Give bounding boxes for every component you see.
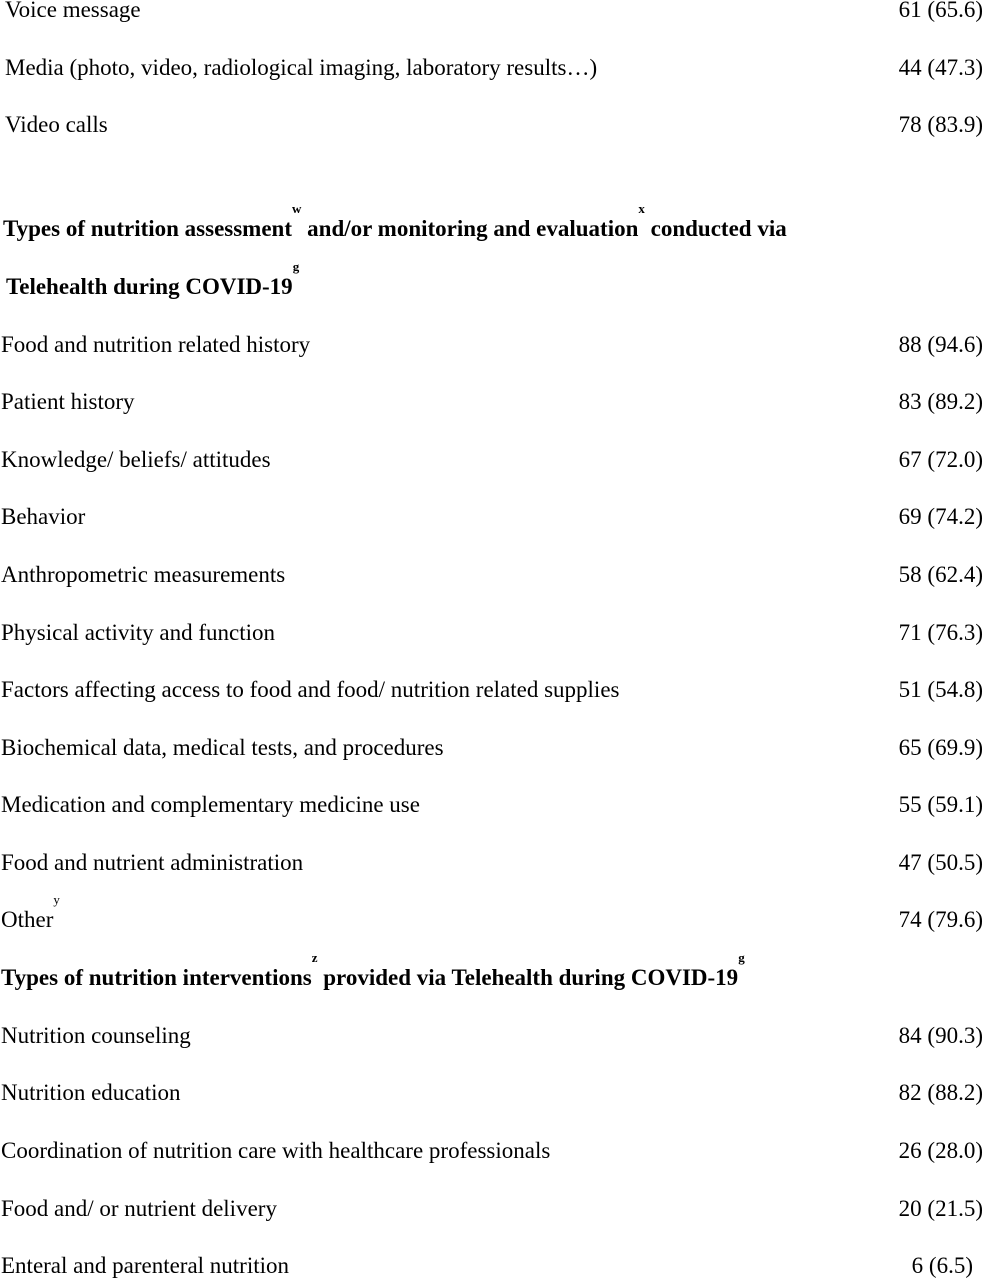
- table-row: [0, 788, 985, 822]
- table-row: [0, 731, 985, 765]
- table-row: [0, 1249, 985, 1283]
- row-label: Nutrition education: [1, 1080, 181, 1105]
- row-label: Voice message: [5, 0, 141, 22]
- row-value: 88 (94.6): [898, 332, 983, 357]
- table-row: [0, 108, 985, 142]
- row-value: 26 (28.0): [898, 1138, 983, 1163]
- row-value: 55 (59.1): [898, 792, 983, 817]
- row-label: Video calls: [5, 112, 108, 137]
- row-value: 47 (50.5): [898, 850, 983, 875]
- row-label: Media (photo, video, radiological imaging, laboratory results…): [5, 55, 598, 80]
- row-label: Enteral and parenteral nutrition: [1, 1253, 290, 1278]
- row-value: 65 (69.9): [898, 735, 983, 760]
- table-row: [0, 616, 985, 650]
- row-label: Anthropometric measurements: [1, 562, 286, 587]
- row-label: Coordination of nutrition care with healthcare professionals: [1, 1138, 551, 1163]
- table-row: [0, 1134, 985, 1168]
- row-value: 58 (62.4): [898, 562, 983, 587]
- row-label: Other: [1, 907, 54, 932]
- table-row: [0, 558, 985, 592]
- row-value: 67 (72.0): [898, 447, 983, 472]
- section-header-assessment: [0, 201, 985, 246]
- table-row: [0, 385, 985, 419]
- footnote-marker: x: [638, 201, 645, 216]
- table-row: [0, 673, 985, 707]
- table-row: [0, 51, 985, 85]
- header-text: conducted via: [644, 216, 787, 241]
- row-label: Behavior: [1, 504, 86, 529]
- footnote-marker: g: [292, 259, 300, 274]
- row-value: 84 (90.3): [898, 1023, 983, 1048]
- table-row: [0, 892, 985, 937]
- row-label: Factors affecting access to food and food/ nutrition related supplies: [1, 677, 620, 702]
- row-value: 74 (79.6): [898, 907, 983, 932]
- table-row: [0, 328, 985, 362]
- header-text: Types of nutrition interventions: [1, 965, 312, 990]
- row-label: Nutrition counseling: [1, 1023, 191, 1048]
- table-row: [0, 443, 985, 477]
- row-label: Medication and complementary medicine use: [1, 792, 420, 817]
- header-text: provided via Telehealth during COVID-19: [317, 965, 739, 990]
- section-header-interventions: [0, 950, 985, 995]
- section-header-assessment-line2: [0, 259, 985, 304]
- header-text: Types of nutrition assessment: [3, 216, 293, 241]
- table-row: [0, 846, 985, 880]
- row-value: 51 (54.8): [898, 677, 983, 702]
- table-row: [0, 500, 985, 534]
- row-label: Food and/ or nutrient delivery: [1, 1196, 277, 1221]
- row-value: 69 (74.2): [898, 504, 983, 529]
- table-row: [0, 1019, 985, 1053]
- row-label: Patient history: [1, 389, 135, 414]
- footnote-marker: g: [738, 950, 745, 965]
- row-label: Biochemical data, medical tests, and procedures: [1, 735, 444, 760]
- header-text: and/or monitoring and evaluation: [301, 216, 639, 241]
- footnote-marker: w: [292, 201, 302, 216]
- table-row: [0, 1076, 985, 1110]
- row-value: 61 (65.6): [898, 0, 983, 22]
- row-value: 83 (89.2): [898, 389, 983, 414]
- row-value: 78 (83.9): [898, 112, 983, 137]
- row-label: Food and nutrition related history: [1, 332, 311, 357]
- row-label: Knowledge/ beliefs/ attitudes: [1, 447, 271, 472]
- row-value: 6 (6.5): [911, 1253, 973, 1278]
- footnote-marker: y: [53, 892, 60, 907]
- row-value: 44 (47.3): [898, 55, 983, 80]
- row-label: Food and nutrient administration: [1, 850, 304, 875]
- row-value: 20 (21.5): [898, 1196, 983, 1221]
- table-row: [0, 0, 985, 27]
- row-label: Physical activity and function: [1, 620, 276, 645]
- table-row: [0, 1192, 985, 1226]
- header-text: Telehealth during COVID-19: [6, 274, 293, 299]
- footnote-marker: z: [311, 950, 318, 965]
- row-value: 71 (76.3): [898, 620, 983, 645]
- row-value: 82 (88.2): [898, 1080, 983, 1105]
